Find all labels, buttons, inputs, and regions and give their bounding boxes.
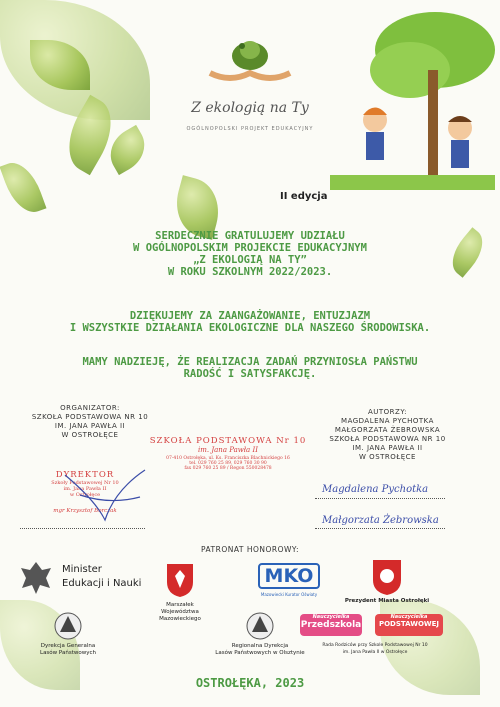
ministry-line: Minister — [62, 564, 102, 575]
leaf-decoration — [0, 157, 47, 219]
marszalek-line: Województwa Mazowieckiego — [159, 609, 201, 622]
forests-general-logo — [28, 612, 108, 657]
author-signature-2: Małgorzata Żebrowska — [322, 515, 439, 526]
badge-line: PODSTAWOWEJ — [378, 620, 440, 628]
mko-caption: Mazowiecki Kurator Oświaty — [260, 592, 318, 597]
organizer-line: SZKOŁA PODSTAWOWA NR 10 — [31, 413, 149, 421]
director-name: mgr Krzysztof Borczak — [53, 508, 117, 514]
city-crest-icon — [371, 558, 403, 596]
kids-tree-illustration — [330, 10, 495, 190]
organizer-line: IM. JANA PAWŁA II — [54, 422, 126, 430]
parents-council — [300, 642, 450, 656]
stamp-line: im. Jana Pawła II — [198, 446, 258, 454]
stamp-line: fax 029 760 25 89 / Regon 550028478 — [184, 466, 272, 471]
authors-block — [300, 408, 475, 462]
forests-regional-line: Lasów Państwowych w Olsztynie — [215, 650, 305, 656]
author-signature-1: Magdalena Pychotka — [322, 484, 429, 495]
forests-regional-logo — [210, 612, 310, 657]
project-logo — [180, 28, 320, 138]
thanks-line: I WSZYSTKIE DZIAŁANIA EKOLOGICZNE DLA NASZEGO ŚRODOWISKA. — [69, 322, 431, 334]
hope-block — [0, 356, 500, 380]
signature-line — [315, 528, 445, 529]
hands-plant-icon — [180, 28, 320, 88]
tree-badge-icon — [54, 612, 82, 640]
tree-badge-icon — [246, 612, 274, 640]
nauczycielka-podstawowej-badge — [375, 614, 443, 636]
eagle-emblem-icon — [18, 558, 54, 598]
forests-general-line: Dyrekcja Generalna — [40, 643, 96, 649]
edition-label: II edycja — [280, 191, 328, 202]
forests-regional-line: Regionalna Dyrekcja — [231, 643, 289, 649]
authors-line: W OSTROŁĘCE — [359, 453, 416, 461]
logo-title: Z ekologią na Ty — [191, 100, 309, 116]
president-logo — [342, 558, 432, 605]
parents-council-line: Rada Rodziców przy Szkole Podstawowej Nr 10 — [322, 643, 428, 648]
thanks-line: DZIĘKUJEMY ZA ZAANGAŻOWANIE, ENTUZJAZM — [129, 310, 371, 322]
forests-general-line: Lasów Państwowych — [40, 650, 96, 656]
president-caption: Prezydent Miasta Ostrołęki — [344, 598, 430, 604]
logo-subtitle: OGÓLNOPOLSKI PROJEKT EDUKACYJNY — [186, 126, 314, 132]
congrats-line: „Z EKOLOGIĄ NA TY” — [193, 254, 307, 266]
hope-line: MAMY NADZIEJĘ, ŻE REALIZACJA ZADAŃ PRZYNIOSŁA PAŃSTWU — [82, 356, 418, 368]
ministry-line: Edukacji i Nauki — [62, 578, 142, 589]
authors-line: MAŁGORZATA ŻEBROWSKA — [334, 426, 441, 434]
parents-council-line: im. Jana Pawła II w Ostrołęce — [342, 650, 408, 655]
authors-line: IM. JANA PAWŁA II — [352, 444, 423, 452]
authors-line: MAGDALENA PYCHOTKA — [341, 417, 434, 425]
organizer-block — [5, 404, 175, 440]
authors-line: SZKOŁA PODSTAWOWA NR 10 — [329, 435, 446, 443]
signature-line — [20, 528, 145, 529]
director-line: w Ostrołęce — [69, 492, 101, 498]
stamp-line: 07-410 Ostrołęka, ul. Ks. Franciszka Blachnickiego 16 — [166, 456, 290, 461]
stamp-line: tel. 029 760 25 89, 029 760 30 90 — [189, 461, 267, 466]
congrats-line: W ROKU SZKOLNYM 2022/2023. — [167, 266, 333, 278]
footer-place-date: OSTROŁĘKA, 2023 — [195, 676, 305, 690]
hope-line: RADOŚĆ I SATYSFAKCJĘ. — [183, 368, 317, 380]
mko-mark: MKO — [258, 563, 320, 589]
ministry-logo — [18, 558, 148, 598]
badge-line: Nauczycielka — [390, 614, 428, 620]
coat-of-arms-icon — [165, 562, 195, 598]
organizer-line: W OSTROŁĘCE — [61, 431, 119, 439]
marszalek-line: Marszałek — [166, 602, 194, 608]
congrats-line: W OGÓLNOPOLSKIM PROJEKCIE EDUKACYJNYM — [133, 242, 367, 254]
school-stamp — [148, 436, 308, 471]
thanks-block — [0, 310, 500, 334]
badge-line: Nauczycielka — [312, 614, 350, 620]
director-title: DYREKTOR — [55, 470, 115, 480]
badge-line: Przedszkola — [300, 620, 362, 630]
organizer-heading: ORGANIZATOR: — [60, 404, 120, 412]
marszalek-logo — [140, 562, 220, 623]
nauczycielka-przedszkola-badge — [300, 614, 362, 636]
patronage-heading: PATRONAT HONOROWY: — [200, 545, 300, 554]
mko-logo — [258, 563, 320, 598]
congrats-line: SERDECZNIE GRATULUJEMY UDZIAŁU — [155, 230, 345, 242]
director-line: im. Jana Pawła II — [63, 486, 107, 492]
congratulations-block — [0, 230, 500, 278]
director-line: Szkoły Podstawowej Nr 10 — [51, 480, 119, 486]
director-signature — [60, 465, 150, 530]
stamp-line: SZKOŁA PODSTAWOWA Nr 10 — [149, 436, 307, 446]
signature-line — [315, 498, 445, 499]
authors-heading: AUTORZY: — [367, 408, 408, 416]
